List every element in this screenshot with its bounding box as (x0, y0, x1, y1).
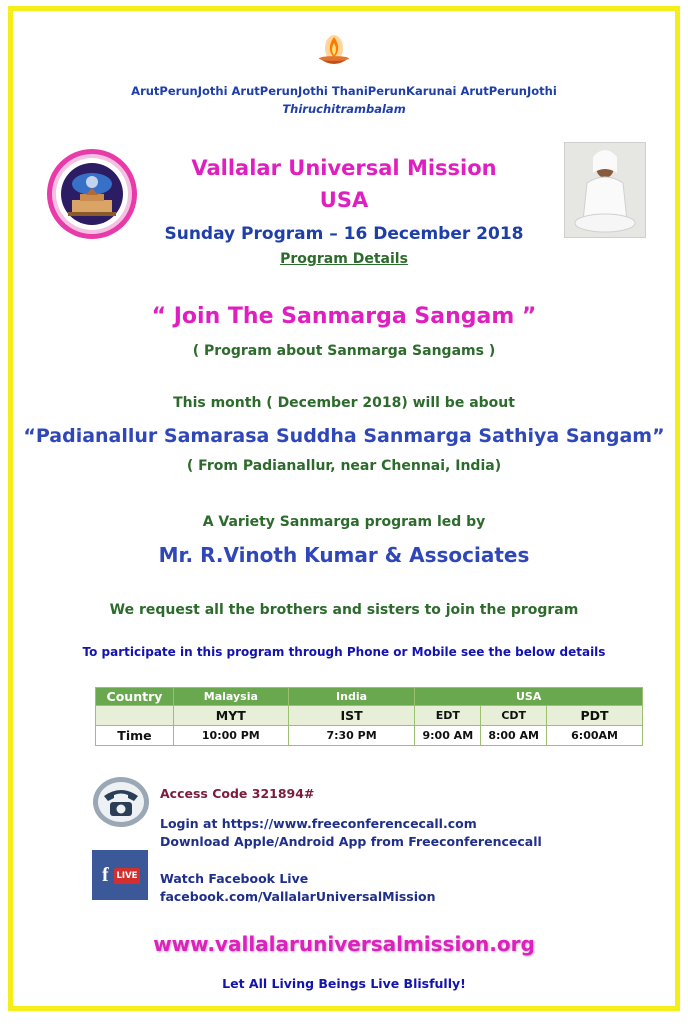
time-cell: 8:00 AM (481, 726, 547, 746)
schedule-time-row (96, 726, 643, 746)
login-line[interactable]: Login at https://www.freeconferencecall.com (160, 816, 477, 831)
place-text: Thiruchitrambalam (282, 102, 406, 116)
sangam-name: “Padianallur Samarasa Suddha Sanmarga Sathiya Sangam” (23, 425, 665, 447)
telephone-icon (92, 776, 150, 828)
schedule-zone-row (96, 706, 643, 726)
header-country: Country (96, 688, 174, 706)
program-date: Sunday Program – 16 December 2018 (164, 224, 524, 244)
facebook-url[interactable]: facebook.com/VallalarUniversalMission (160, 889, 436, 904)
motto-text: Let All Living Beings Live Blisfully! (222, 976, 466, 991)
website-link[interactable]: www.vallalaruniversalmission.org (153, 932, 535, 956)
variety-line: A Variety Sanmarga program led by (202, 514, 486, 530)
header-india: India (288, 688, 415, 706)
live-badge: LIVE (114, 868, 140, 884)
facebook-live-icon (92, 850, 148, 900)
time-cell: 10:00 PM (173, 726, 288, 746)
facebook-live-text: Watch Facebook Live (160, 871, 309, 886)
org-country: USA (319, 188, 369, 212)
sangam-location: ( From Padianallur, near Chennai, India) (186, 458, 502, 474)
header-malaysia: Malaysia (173, 688, 288, 706)
zone-cell: PDT (547, 706, 643, 726)
zone-empty-cell (96, 706, 174, 726)
participate-line: To participate in this program through Phone or Mobile see the below details (82, 645, 606, 659)
time-cell: 6:00AM (547, 726, 643, 746)
zone-cell: MYT (173, 706, 288, 726)
program-theme: “ Join The Sanmarga Sangam ” (151, 304, 537, 329)
facebook-f-glyph: f (102, 864, 109, 886)
access-code: Access Code 321894# (160, 786, 315, 801)
time-cell: 7:30 PM (288, 726, 415, 746)
mantra-text: ArutPerunJothi ArutPerunJothi ThaniPerunKarunai ArutPerunJothi (131, 84, 557, 98)
zone-cell: EDT (415, 706, 481, 726)
program-details-heading: Program Details (280, 251, 408, 267)
program-theme-subtitle: ( Program about Sanmarga Sangams ) (192, 343, 496, 359)
org-name: Vallalar Universal Mission (191, 156, 497, 180)
time-label: Time (96, 726, 174, 746)
time-cell: 9:00 AM (415, 726, 481, 746)
request-line: We request all the brothers and sisters to join the program (109, 602, 579, 618)
program-leader: Mr. R.Vinoth Kumar & Associates (158, 543, 530, 567)
zone-cell: CDT (481, 706, 547, 726)
download-line: Download Apple/Android App from Freeconferencecall (160, 834, 542, 849)
schedule-header-row (96, 688, 643, 706)
header-usa: USA (415, 688, 643, 706)
oil-lamp-icon (314, 34, 354, 70)
schedule-table (95, 687, 643, 746)
month-line: This month ( December 2018) will be about (173, 395, 515, 411)
zone-cell: IST (288, 706, 415, 726)
